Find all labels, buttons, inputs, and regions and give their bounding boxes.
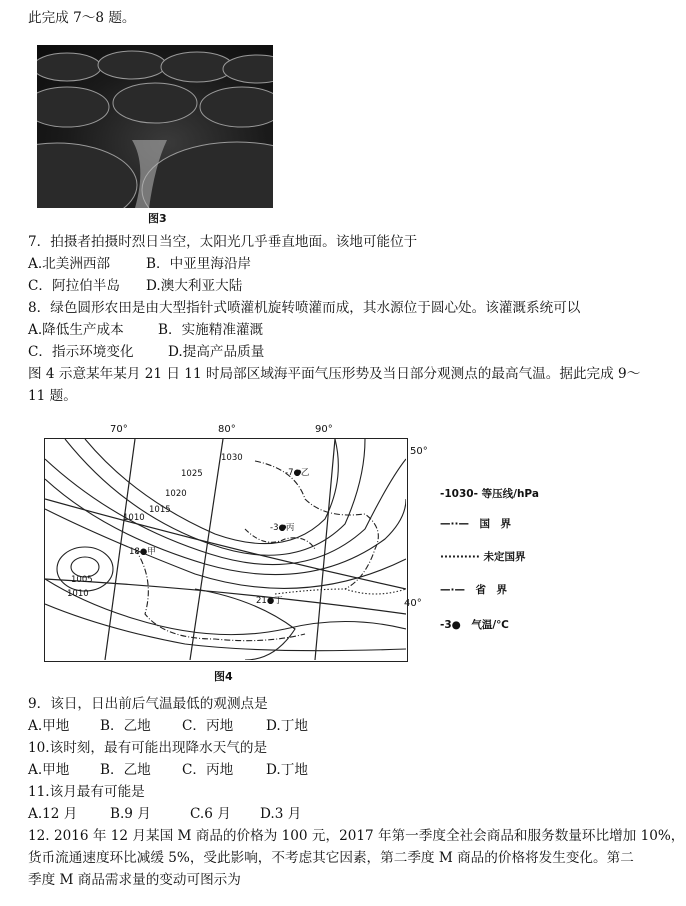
circular-fields-image — [37, 45, 273, 208]
q11-options — [28, 804, 301, 824]
station-bing-label: -3●丙 — [270, 523, 295, 533]
longitude-90: 90° — [315, 424, 333, 435]
legend-isobar: -1030- 等压线/hPa — [440, 488, 539, 500]
legend-provincial-border: —·— 省 界 — [440, 584, 507, 596]
isobar-1030: 1030 — [221, 453, 243, 463]
q8-option-b[interactable]: B．实施精准灌溉 — [158, 322, 264, 338]
q12-line2: 货币流通速度环比减缓 5%，受此影响，不考虑其它因素，第二季度 M 商品的价格将发生变化。第二 — [28, 850, 634, 866]
station-ding-label: 21●丁 — [256, 596, 283, 606]
q9-option-d[interactable]: D.丁地 — [266, 718, 308, 734]
q10-stem: 10.该时刻，最有可能出现降水天气的是 — [28, 740, 268, 756]
q9-stem: 9．该日，日出前后气温最低的观测点是 — [28, 696, 268, 712]
q7-option-c[interactable]: C．阿拉伯半岛 — [28, 278, 120, 294]
isobar-1020: 1020 — [165, 489, 187, 499]
figure3-photo — [37, 45, 273, 208]
q10-option-b[interactable]: B．乙地 — [100, 762, 151, 778]
isobar-1010-south: 1010 — [67, 589, 89, 599]
q10-option-a[interactable]: A.甲地 — [28, 762, 70, 778]
q8-option-d[interactable]: D.提高产品质量 — [168, 344, 265, 360]
figure3-caption: 图3 — [148, 212, 167, 225]
isobar-1015: 1015 — [149, 505, 171, 515]
q7-stem: 7．拍摄者拍摄时烈日当空，太阳光几乎垂直地面。该地可能位于 — [28, 234, 418, 250]
q9-option-c[interactable]: C．丙地 — [182, 718, 234, 734]
q7-options-row1 — [28, 254, 251, 274]
isobar-map — [45, 439, 406, 660]
latitude-40: 40° — [404, 598, 422, 609]
legend-undetermined-border: ·········· 未定国界 — [440, 551, 526, 563]
latitude-50: 50° — [410, 446, 428, 457]
q9-option-b[interactable]: B．乙地 — [100, 718, 151, 734]
q8-option-c[interactable]: C．指示环境变化 — [28, 344, 134, 360]
q11-option-c[interactable]: C.6 月 — [190, 806, 231, 822]
q11-option-a[interactable]: A.12 月 — [28, 806, 78, 822]
q7-options-row2 — [28, 276, 242, 296]
q9-options — [28, 716, 308, 736]
q8-option-a[interactable]: A.降低生产成本 — [28, 322, 124, 338]
legend-temperature: -3● 气温/℃ — [440, 619, 509, 631]
q8-options-row2 — [28, 342, 264, 362]
q11-option-d[interactable]: D.3 月 — [260, 806, 302, 822]
q11-option-b[interactable]: B.9 月 — [110, 806, 151, 822]
legend-national-border: —··— 国 界 — [440, 518, 511, 530]
isobar-1010-north: 1010 — [123, 513, 145, 523]
intro-fig4-line1: 图 4 示意某年某月 21 日 11 时局部区域海平面气压形势及当日部分观测点的最高气温。据此完成 9～ — [28, 366, 641, 382]
q9-option-a[interactable]: A.甲地 — [28, 718, 70, 734]
q7-option-b[interactable]: B．中亚里海沿岸 — [146, 256, 252, 272]
figure4-caption: 图4 — [214, 670, 233, 683]
intro-top: 此完成 7～8 题。 — [28, 10, 136, 26]
figure4-map — [44, 438, 408, 662]
isobar-1005: 1005 — [71, 575, 93, 585]
station-jia-label: 18●甲 — [129, 547, 156, 557]
isobar-1025: 1025 — [181, 469, 203, 479]
q10-options — [28, 760, 308, 780]
q8-stem: 8．绿色圆形农田是由大型指针式喷灌机旋转喷灌而成，其水源位于圆心处。该灌溉系统可以 — [28, 300, 581, 316]
q7-option-a[interactable]: A.北美洲西部 — [28, 256, 111, 272]
q10-option-c[interactable]: C．丙地 — [182, 762, 234, 778]
q10-option-d[interactable]: D.丁地 — [266, 762, 308, 778]
q11-stem: 11.该月最有可能是 — [28, 784, 145, 800]
q12-line1: 12. 2016 年 12 月某国 M 商品的价格为 100 元，2017 年第一季度全社会商品和服务数量环比增加 10%， — [28, 828, 685, 844]
longitude-80: 80° — [218, 424, 236, 435]
longitude-70: 70° — [110, 424, 128, 435]
q12-line3: 季度 M 商品需求量的变动可图示为 — [28, 872, 241, 888]
intro-fig4-line2: 11 题。 — [28, 388, 77, 404]
q7-option-d[interactable]: D.澳大利亚大陆 — [146, 278, 243, 294]
q8-options-row1 — [28, 320, 263, 340]
station-yi-label: -7●乙 — [285, 468, 310, 478]
